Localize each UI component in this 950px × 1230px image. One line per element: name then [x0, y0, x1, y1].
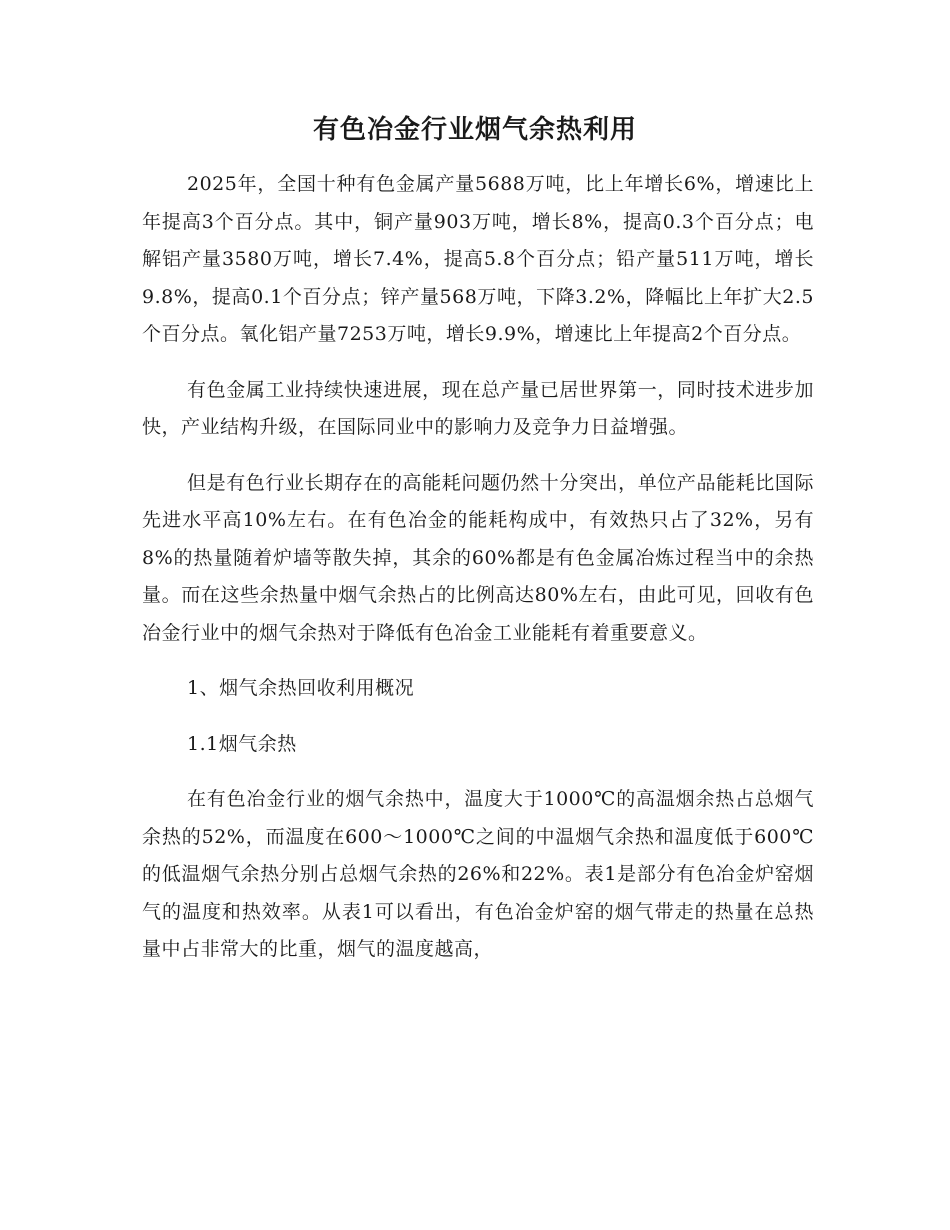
document-body [142, 166, 814, 987]
paragraph-flue-gas-heat: 在有色冶金行业的烟气余热中，温度大于1000℃的高温烟余热占总烟气余热的52%，而温度在600～1000℃之间的中温烟气余热和温度低于600℃的低温烟气余热分别占总烟气余热的26%和22%。表1是部分有色冶金炉窑烟气的温度和热效率。从表1可以看出，有色冶金炉窑的烟气带走的热量在总热量中占非常大的比重，烟气的温度越高， [142, 788, 814, 960]
paragraph-industry-progress: 有色金属工业持续快速进展，现在总产量已居世界第一，同时技术进步加快，产业结构升级，在国际同业中的影响力及竞争力日益增强。 [142, 378, 814, 438]
paragraph-production-stats: 2025年，全国十种有色金属产量5688万吨，比上年增长6%，增速比上年提高3个百分点。其中，铜产量903万吨，增长8%，提高0.3个百分点；电解铝产量3580万吨，增长7.4%，提高5.8个百分点；铅产量511万吨，增长9.8%，提高0.1个百分点；锌产量568万吨，下降3.2%，降幅比上年扩大2.5个百分点。氧化铝产量7253万吨，增长9.9%，增速比上年提高2个百分点。 [142, 173, 814, 345]
paragraph-energy-consumption: 但是有色行业长期存在的高能耗问题仍然十分突出，单位产品能耗比国际先进水平高10%左右。在有色冶金的能耗构成中，有效热只占了32%，另有8%的热量随着炉墙等散失掉，其余的60%都是有色金属冶炼过程当中的余热量。而在这些余热量中烟气余热占的比例高达80%左右，由此可见，回收有色冶金行业中的烟气余热对于降低有色冶金工业能耗有着重要意义。 [142, 471, 814, 644]
document-title: 有色冶金行业烟气余热利用 [312, 115, 637, 145]
subsection-heading: 1.1烟气余热 [187, 732, 297, 755]
section-heading: 1、烟气余热回收利用概况 [187, 677, 415, 699]
